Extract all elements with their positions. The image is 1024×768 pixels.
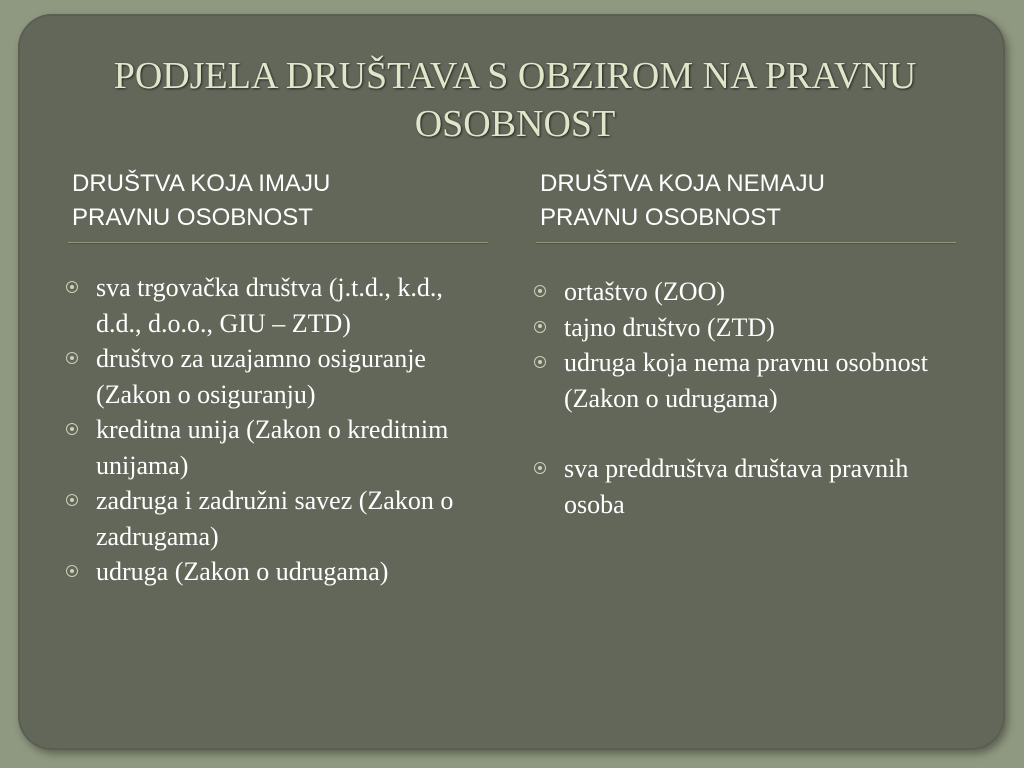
right-heading-line-1: DRUŠTVA KOJA NEMAJU (540, 170, 825, 197)
list-item-text: tajno društvo (ZTD) (564, 312, 775, 342)
list-item (534, 451, 954, 522)
list-item-text: zadruga i zadružni savez (Zakon o zadrugama) (96, 486, 454, 551)
slide-title (40, 52, 990, 148)
list-item-text: sva trgovačka društva (j.t.d., k.d., d.d., d.o.o., GIU – ZTD) (96, 273, 443, 338)
list-item (66, 341, 486, 412)
list-item-text: udruga koja nema pravnu osobnost (Zakon o udrugama) (564, 348, 928, 413)
list-item (66, 270, 486, 341)
left-bullet-list (66, 270, 486, 590)
bullet-icon (534, 356, 546, 368)
bullet-icon (66, 565, 78, 577)
list-item (534, 345, 954, 416)
left-column-heading (72, 167, 482, 235)
left-heading-line-2: PRAVNU OSOBNOST (72, 204, 313, 231)
right-bullet-list (534, 274, 954, 522)
list-item (66, 412, 486, 483)
list-item (534, 310, 954, 346)
list-item (66, 554, 486, 590)
bullet-icon (66, 352, 78, 364)
list-item-text: kreditna unija (Zakon o kreditnim unijama) (96, 415, 449, 480)
bullet-icon (534, 321, 546, 333)
right-heading-divider (536, 242, 956, 244)
bullet-icon (534, 285, 546, 297)
list-item (534, 274, 954, 310)
left-heading-line-1: DRUŠTVA KOJA IMAJU (72, 170, 331, 197)
list-item (66, 483, 486, 554)
list-item-text: ortaštvo (ZOO) (564, 277, 726, 306)
list-item-text: društvo za uzajamno osiguranje (Zakon o osiguranju) (96, 344, 426, 409)
list-item-text: sva preddruštva društava pravnih osoba (564, 454, 909, 519)
right-heading-line-2: PRAVNU OSOBNOST (540, 204, 781, 231)
bullet-icon (534, 462, 546, 474)
bullet-icon (66, 494, 78, 506)
bullet-icon (66, 281, 78, 293)
list-item-text: udruga (Zakon o udrugama) (96, 557, 389, 586)
right-column-heading (540, 167, 950, 235)
bullet-icon (66, 423, 78, 435)
title-line-1: PODJELA DRUŠTAVA S OBZIROM NA PRAVNU (113, 55, 917, 97)
title-line-2: OSOBNOST (414, 103, 616, 145)
left-heading-divider (68, 242, 488, 244)
